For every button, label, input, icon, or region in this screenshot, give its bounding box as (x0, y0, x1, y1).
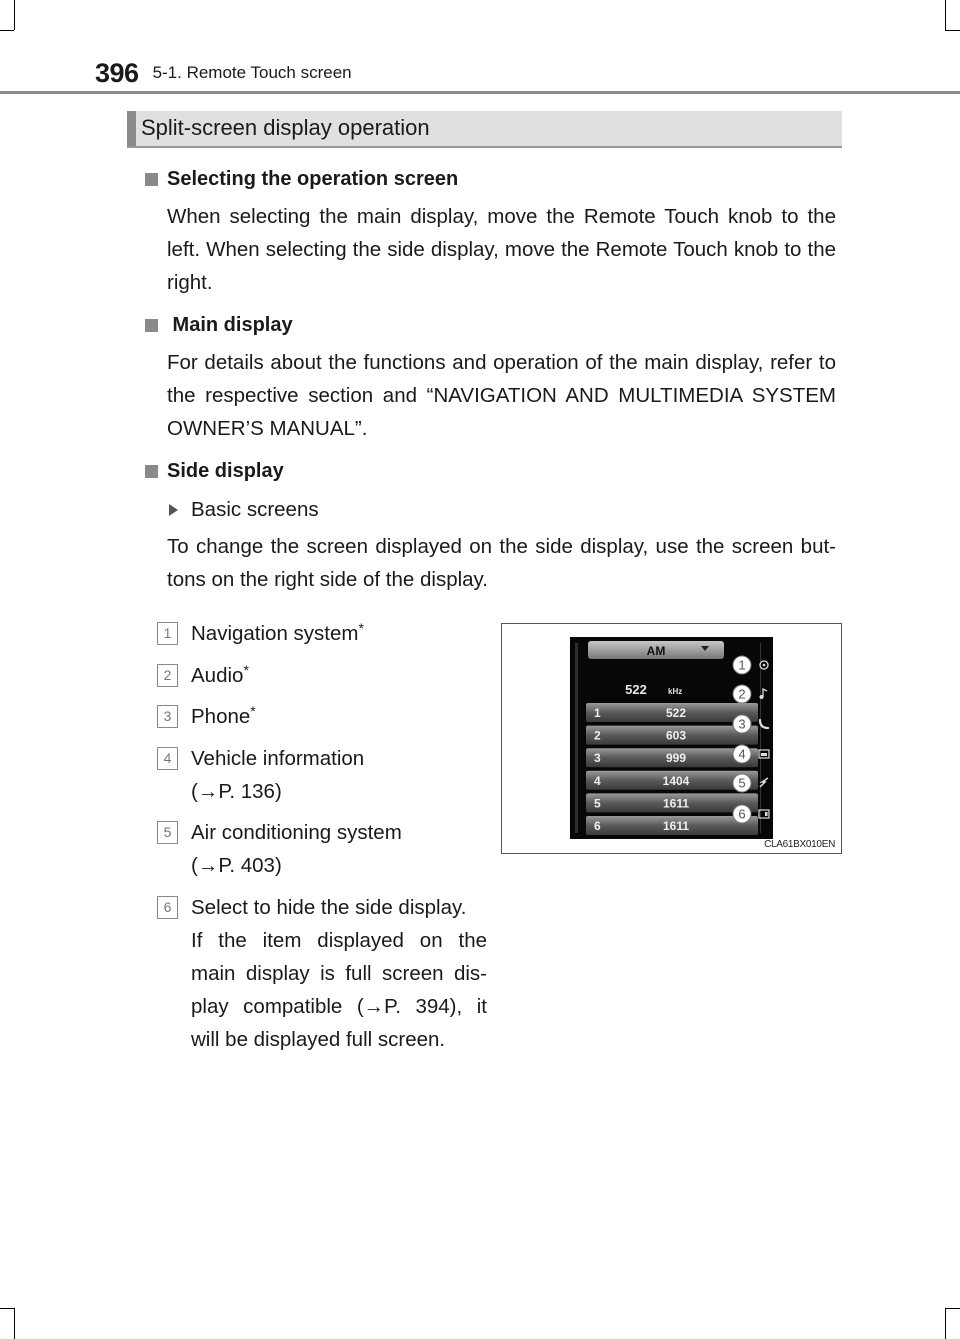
number-box: 1 (157, 622, 178, 645)
preset-frequency: 999 (665, 751, 687, 766)
body-content (143, 156, 836, 596)
callout-number: 3 (738, 716, 746, 732)
triangle-bullet-icon (169, 504, 178, 516)
crop-mark (945, 1308, 960, 1309)
preset-number: 6 (594, 819, 601, 833)
preset-frequency: 1611 (662, 796, 690, 811)
page-header (95, 52, 352, 88)
body-paragraph: To change the screen displayed on the side display, use the screen but-tons on the right side of the display. (167, 535, 836, 591)
topic-band (127, 111, 842, 148)
page-number: 396 (95, 58, 139, 88)
list-item: 6 Select to hide the side display. If the item displayed on the main display is full screen dis- play compatible (→P. 394), it will be displayed full screen. (157, 891, 487, 1056)
list-item: 1 Navigation system* (157, 617, 487, 650)
list-item: 3 Phone* (157, 700, 487, 733)
number-box: 2 (157, 664, 178, 687)
preset-frequency: 1404 (662, 773, 690, 788)
side-display-screen (570, 637, 773, 839)
header-rule (0, 91, 960, 94)
callout-number: 2 (738, 686, 746, 702)
side-display-figure (501, 623, 842, 854)
subheading: Side display (143, 454, 836, 488)
source-label: AM (646, 644, 666, 658)
callout-number: 1 (738, 657, 746, 673)
preset-number: 3 (594, 751, 601, 766)
callout-number: 5 (738, 775, 746, 791)
list-item: 2 Audio* (157, 659, 487, 692)
crop-mark (0, 1308, 14, 1309)
list-item: 4 Vehicle information (→P. 136) (157, 742, 487, 808)
callout-number: 6 (738, 806, 746, 822)
figure-code: CLA61BX010EN (764, 839, 835, 850)
number-box: 3 (157, 705, 178, 728)
square-bullet-icon (145, 465, 158, 478)
preset-frequency: 1611 (662, 819, 690, 833)
subheading: Main display (143, 308, 836, 342)
crop-mark (0, 30, 14, 31)
square-bullet-icon (145, 319, 158, 332)
screen-illustration (570, 637, 773, 839)
number-box: 5 (157, 821, 178, 844)
preset-number: 2 (594, 728, 601, 743)
band-accent (127, 111, 136, 146)
subheading: Selecting the operation screen (143, 162, 836, 196)
body-paragraph: When selecting the main display, move the Remote Touch knob to the left. When selecting the side display, move the Remote Touch knob to the right. (167, 205, 836, 294)
preset-frequency: 603 (665, 728, 687, 743)
section-title: 5-1. Remote Touch screen (152, 63, 352, 82)
numbered-list (157, 617, 487, 1064)
preset-number: 1 (594, 706, 601, 720)
preset-number: 5 (594, 796, 601, 811)
crop-mark (14, 0, 15, 30)
current-frequency: 522 (625, 682, 647, 697)
sub-bullet: Basic screens (167, 493, 836, 526)
callout-number: 4 (738, 746, 746, 762)
topic-title: Split-screen display operation (141, 115, 430, 140)
crop-mark (14, 1308, 15, 1339)
crop-mark (945, 1308, 946, 1339)
number-box: 6 (157, 896, 178, 919)
preset-frequency: 522 (665, 706, 687, 720)
number-box: 4 (157, 747, 178, 770)
square-bullet-icon (145, 173, 158, 186)
frequency-unit: kHz (668, 687, 683, 696)
crop-mark (945, 0, 946, 30)
crop-mark (945, 30, 960, 31)
preset-number: 4 (594, 773, 601, 788)
list-item: 5 Air conditioning system (→P. 403) (157, 816, 487, 882)
body-paragraph: For details about the functions and operation of the main display, refer to the respective section and “NAVIGATION AND MULTIMEDIA SYSTEM OWNER’S MANUAL”. (167, 351, 836, 440)
